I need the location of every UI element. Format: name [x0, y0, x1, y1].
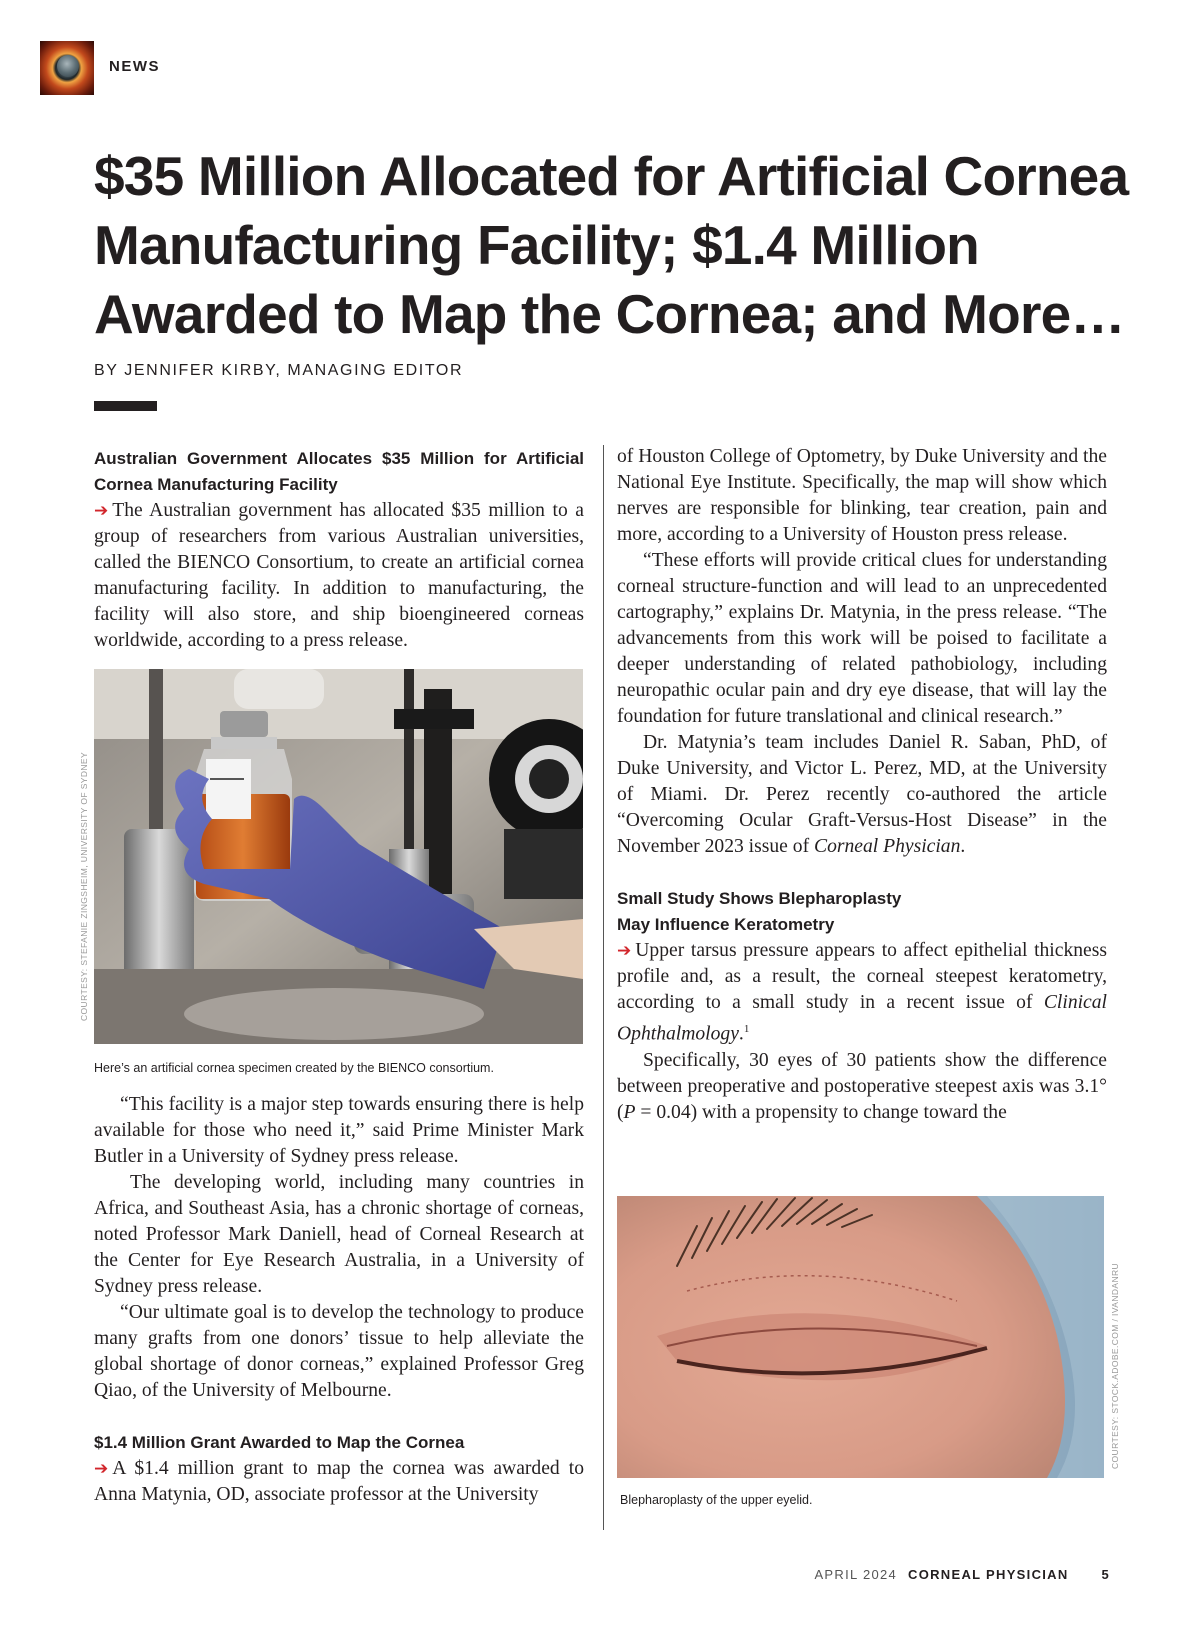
page-footer	[814, 1567, 1110, 1582]
photo-2-caption: Blepharoplasty of the upper eyelid.	[620, 1493, 813, 1507]
photo-2-credit: COURTESY: STOCK.ADOBE.COM / IVANDANRU	[1110, 1262, 1120, 1469]
arrow-icon: ➔	[617, 941, 632, 961]
article-1-paragraph-4: “Our ultimate goal is to develop the technology to produce many grafts from one donors’ tissue to help alleviate the global shortage of donor corneas,” explained Professor Greg Qiao, of the University of Melbourne.	[94, 1302, 584, 1401]
decorative-rule	[94, 401, 157, 411]
magazine-eye-logo	[40, 41, 94, 95]
arrow-icon: ➔	[94, 501, 109, 521]
photo-1-caption: Here’s an artificial cornea specimen created by the BIENCO consortium.	[94, 1061, 494, 1075]
article-2-paragraph-2: “These efforts will provide critical clues for understanding corneal structure-function and will lead to an unprecedented cartography,” explains Dr. Matynia, in the press release. “The advancements from this work will be poised to facilitate a deeper understanding of related pathobiology, including neuropathic ocular pain and dry eye disease, that will lay the foundation for future translational and clinical research.”	[617, 550, 1107, 727]
byline: BY JENNIFER KIRBY, MANAGING EDITOR	[94, 362, 464, 379]
article-2-paragraph-3: Dr. Matynia’s team includes Daniel R. Saban, PhD, of Duke University, and Victor L. Perez, MD, at the University of Miami. Dr. Perez recently co-authored the article “Overcoming Ocular Graft-Versus-Host Disease” in the November 2023 issue of Corneal Physician.	[617, 732, 1107, 857]
article-3-heading: Small Study Shows Blepharoplasty May Influence Keratometry	[617, 889, 902, 934]
article-2-lead-paragraph: ➔ A $1.4 million grant to map the cornea was awarded to Anna Matynia, OD, associate professor at the University	[94, 1458, 584, 1505]
photo-1-credit: COURTESY: STEFANIE ZINGSHEIM, UNIVERSITY OF SYDNEY	[79, 751, 89, 1021]
article-2-continued	[617, 444, 1107, 1126]
article-2-heading: $1.4 Million Grant Awarded to Map the Cornea	[94, 1433, 465, 1452]
article-3-lead-paragraph: ➔ Upper tarsus pressure appears to affect epithelial thickness profile and, as a result, the corneal steepest keratometry, according to a small study in a recent issue of Clinical Ophthalmology.$^1$	[617, 940, 1107, 1045]
column-divider	[603, 445, 604, 1530]
headline: $35 Million Allocated for Artificial Cornea Manufacturing Facility; $1.4 Million Awarded to Map the Cornea; and More…	[94, 145, 1129, 345]
article-3-paragraph-2: Specifically, 30 eyes of 30 patients show the difference between preoperative and postoperative steepest axis was 3.1° (P = 0.04) with a propensity to change toward the	[617, 1049, 1107, 1123]
article-1-intro	[94, 446, 584, 654]
article-1-lead-paragraph: ➔ The Australian government has allocated $35 million to a group of researchers from various Australian universities, called the BIENCO Consortium, to create an artificial cornea manufacturing facility. In addition to manufacturing, the facility will also store, and ship bioengineered corneas worldwide, according to a press release.	[94, 500, 584, 651]
cornea-specimen-photo	[94, 669, 583, 1044]
eyelid-photo	[617, 1196, 1104, 1478]
magazine-name: CORNEAL PHYSICIAN	[908, 1567, 1069, 1582]
article-1-paragraph-3: The developing world, including many countries in Africa, and Southeast Asia, has a chronic shortage of corneas, noted Professor Mark Daniell, head of Corneal Research at the Center for Eye Research Australia, in a University of Sydney press release.	[94, 1172, 584, 1297]
journal-title: Clinical Ophthalmology	[617, 992, 1107, 1045]
arrow-icon: ➔	[94, 1459, 109, 1479]
journal-title: Corneal Physician	[814, 836, 961, 857]
section-label: NEWS	[109, 58, 160, 75]
issue-date: APRIL 2024	[814, 1567, 898, 1582]
article-1-continued	[94, 1092, 584, 1508]
reference-number: 1	[743, 1023, 750, 1035]
article-1-paragraph-2: “This facility is a major step towards ensuring there is help available for those who need it,” said Prime Minister Mark Butler in a University of Sydney press release.	[94, 1094, 584, 1167]
article-2-paragraph-1-continued: of Houston College of Optometry, by Duke University and the National Eye Institute. Specifically, the map will show which nerves are responsible for blinking, tear creation, pain and more, according to a University of Houston press release.	[617, 446, 1107, 545]
article-1-heading: Australian Government Allocates $35 Million for Artificial Cornea Manufacturing Facility	[94, 449, 584, 494]
page-number: 5	[1101, 1567, 1110, 1582]
